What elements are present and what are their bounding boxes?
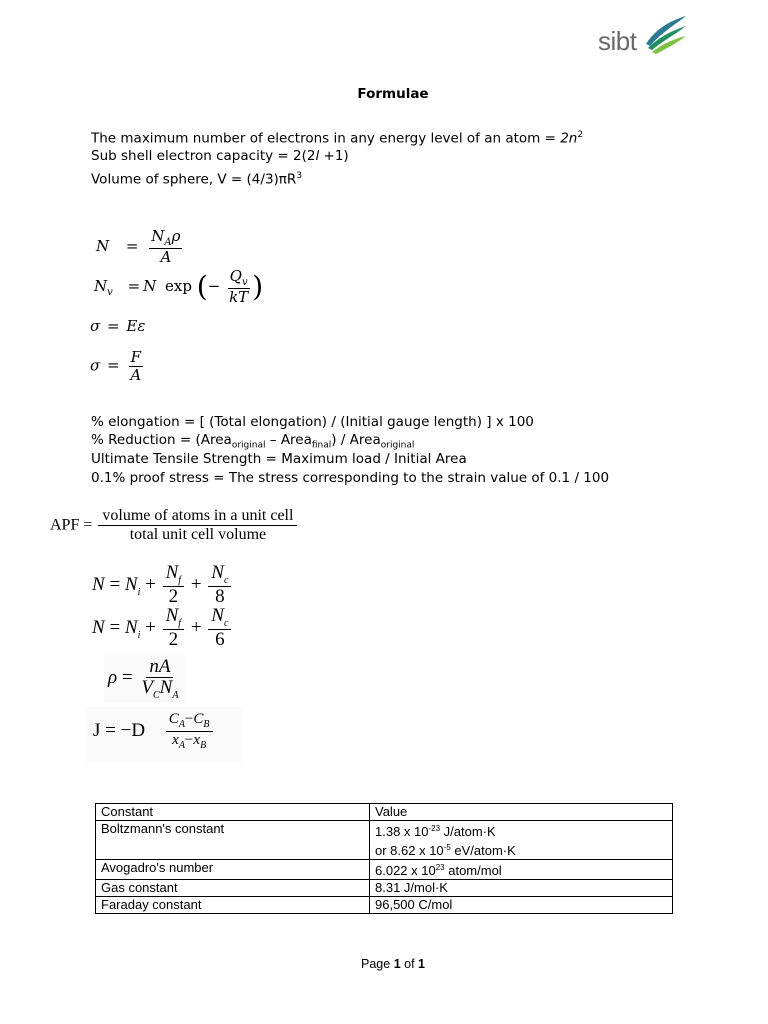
eq-operator: = (109, 616, 121, 638)
max-electrons-line (91, 130, 583, 147)
eq-symbol: N (165, 605, 179, 626)
value-exponent: 23 (435, 863, 445, 872)
eq-symbol: N (124, 573, 138, 595)
proof-stress-line: 0.1% proof stress = The stress corresponding to the strain value of 0.1 / 100 (91, 470, 610, 486)
eq-symbol: N (96, 237, 110, 256)
reduction-subscript: original (380, 440, 415, 451)
eq-subscript: A (178, 739, 185, 751)
eq-numerator: F (130, 348, 142, 366)
eq-operator: = (121, 667, 133, 689)
subshell-text-pre: Sub shell electron capacity = 2(2 (91, 148, 316, 164)
table-row (96, 860, 673, 880)
fraction (166, 712, 213, 751)
eq-numerator: nA (146, 657, 173, 678)
eq-operator: − (207, 277, 221, 296)
eq-symbol: N (143, 277, 157, 296)
hooke-law-equation: σ = Eε (90, 317, 146, 335)
max-electrons-text: The maximum number of electrons in any energy level of an atom = (91, 130, 561, 147)
eq-subscript: c (223, 574, 229, 586)
constant-value: 8.31 J/mol·K (370, 880, 673, 897)
eq-operator: + (190, 573, 202, 595)
eq-operator: − (184, 711, 194, 727)
elongation-line: % elongation = [ (Total elongation) / (Initial gauge length) ] x 100 (91, 414, 534, 430)
value-text: or 8.62 x 10 (375, 843, 444, 858)
page-title: Formulae (357, 86, 429, 102)
reduction-text: ) / Area (331, 432, 381, 448)
eq-denominator: 2 (168, 629, 179, 651)
constants-table (95, 803, 673, 914)
eq-symbol: ρ (108, 667, 118, 689)
logo-text: sibt (598, 26, 637, 56)
eq-symbol: N (165, 562, 179, 583)
page-number: 1 (393, 957, 401, 971)
eq-denominator: A (160, 248, 172, 266)
subshell-line (91, 148, 349, 164)
eq-subscript: i (137, 586, 141, 598)
eq-operator: + (145, 573, 156, 595)
eq-symbol: ρ (171, 227, 181, 245)
eq-subscript: i (137, 629, 141, 641)
eq-symbol: σ (90, 317, 101, 335)
table-header-cell: Value (370, 804, 673, 821)
eq-subscript: A (164, 237, 172, 248)
value-exponent: -5 (443, 843, 451, 852)
constant-name: Avogadro's number (96, 860, 370, 880)
constant-value (370, 821, 673, 860)
table-row (96, 880, 673, 897)
fraction (98, 507, 297, 544)
sphere-volume-line (91, 171, 302, 188)
eq-denominator: 8 (215, 586, 225, 608)
apf-lhs: APF = (50, 516, 93, 534)
eq-symbol: N (211, 605, 224, 626)
fraction (227, 268, 250, 306)
eq-denominator: 6 (215, 629, 225, 651)
eq-symbol: N (151, 227, 165, 245)
sphere-volume-exponent: 3 (296, 171, 303, 181)
eq-symbol: Eε (126, 317, 146, 335)
subshell-var: l (315, 148, 320, 164)
subshell-text-post: +1) (319, 148, 349, 164)
constant-name: Gas constant (96, 880, 370, 897)
reduction-line (91, 432, 414, 451)
eq-symbol: σ (90, 356, 101, 375)
eq-symbol: N (94, 277, 108, 296)
apf-denominator: total unit cell volume (129, 525, 267, 543)
eq-symbol: N (159, 676, 173, 698)
value-exponent: -23 (428, 824, 441, 833)
max-electrons-exponent: 2 (577, 130, 584, 140)
eq-symbol: N (92, 616, 105, 638)
fraction (163, 563, 184, 608)
uts-line: Ultimate Tensile Strength = Maximum load / Initial Area (91, 451, 467, 467)
eq-subscript: v (241, 277, 248, 288)
density-atoms-equation: N = $\frac{N_A\rho}{A}$ (96, 227, 181, 266)
eq-symbol: C (168, 711, 179, 727)
eq-subscript: B (203, 719, 210, 730)
theoretical-density-equation (104, 655, 186, 703)
eq-subscript: A (172, 689, 179, 701)
reduction-subscript: final (311, 440, 332, 451)
eq-denominator: 2 (168, 586, 179, 608)
eq-operator: + (145, 616, 156, 638)
eq-symbol: N (92, 573, 105, 595)
table-row (96, 821, 673, 860)
eq-denominator: kT (229, 288, 249, 306)
eq-lhs: J = −D (93, 719, 146, 741)
atoms-per-cell-equation-2 (92, 606, 233, 651)
value-text: 6.022 x 10 (375, 863, 436, 878)
table-header-row (96, 804, 673, 821)
fraction (139, 657, 180, 701)
stress-equation: σ = $\frac{F}{A}$ (90, 348, 142, 384)
table-row (96, 897, 673, 914)
eq-subscript: c (223, 617, 229, 629)
constant-value: 96,500 C/mol (370, 897, 673, 914)
open-paren: ( (196, 270, 208, 304)
eq-subscript: B (200, 739, 207, 751)
value-text: 1.38 x 10 (375, 824, 429, 839)
max-electrons-value: 2n (560, 130, 578, 147)
fraction (208, 606, 231, 651)
apf-numerator: volume of atoms in a unit cell (98, 507, 297, 526)
close-paren: ) (252, 270, 264, 304)
reduction-subscript: original (231, 440, 266, 451)
value-unit: eV/atom·K (450, 843, 516, 858)
swoosh-icon (642, 14, 688, 54)
fraction (128, 349, 143, 384)
eq-symbol: x (193, 731, 201, 748)
reduction-text: % Reduction = (Area (91, 432, 232, 448)
eq-symbol: N (211, 562, 224, 583)
footer-text: of (404, 957, 415, 971)
eq-operator: + (190, 616, 202, 638)
eq-symbol: x (172, 731, 179, 748)
value-unit: J/atom·K (440, 824, 496, 839)
fraction (149, 228, 182, 266)
constant-value (370, 860, 673, 880)
atoms-per-cell-equation-1 (92, 563, 233, 608)
eq-symbol: V (141, 676, 153, 698)
sphere-volume-text: Volume of sphere, V = (4/3)πR (91, 171, 297, 188)
constant-name: Faraday constant (96, 897, 370, 914)
vacancy-equation: $N_v = N$ exp (− $\frac{Q_v}{kT}$ ) (94, 267, 264, 306)
page-total: 1 (418, 957, 425, 971)
apf-equation (50, 507, 299, 544)
value-unit: atom/mol (444, 863, 502, 878)
eq-operator: = (109, 573, 121, 595)
fraction (163, 606, 184, 651)
sibt-logo (598, 14, 690, 58)
fraction (208, 563, 231, 608)
reduction-text: – Area (265, 432, 312, 448)
page-footer (0, 957, 768, 971)
eq-subscript: f (178, 617, 182, 629)
eq-subscript: A (178, 719, 185, 730)
eq-subscript: v (107, 287, 113, 299)
eq-symbol: N (124, 616, 138, 638)
eq-symbol: C (193, 711, 204, 727)
eq-operator: − (184, 731, 194, 748)
eq-subscript: C (152, 689, 160, 701)
eq-subscript: f (178, 574, 182, 586)
eq-function: exp (165, 277, 192, 296)
eq-symbol: Q (229, 267, 242, 285)
fick-law-equation (93, 712, 215, 751)
eq-denominator: A (130, 365, 142, 384)
table-header-cell: Constant (96, 804, 370, 821)
constant-name: Boltzmann's constant (96, 821, 370, 860)
footer-text: Page (361, 957, 391, 971)
